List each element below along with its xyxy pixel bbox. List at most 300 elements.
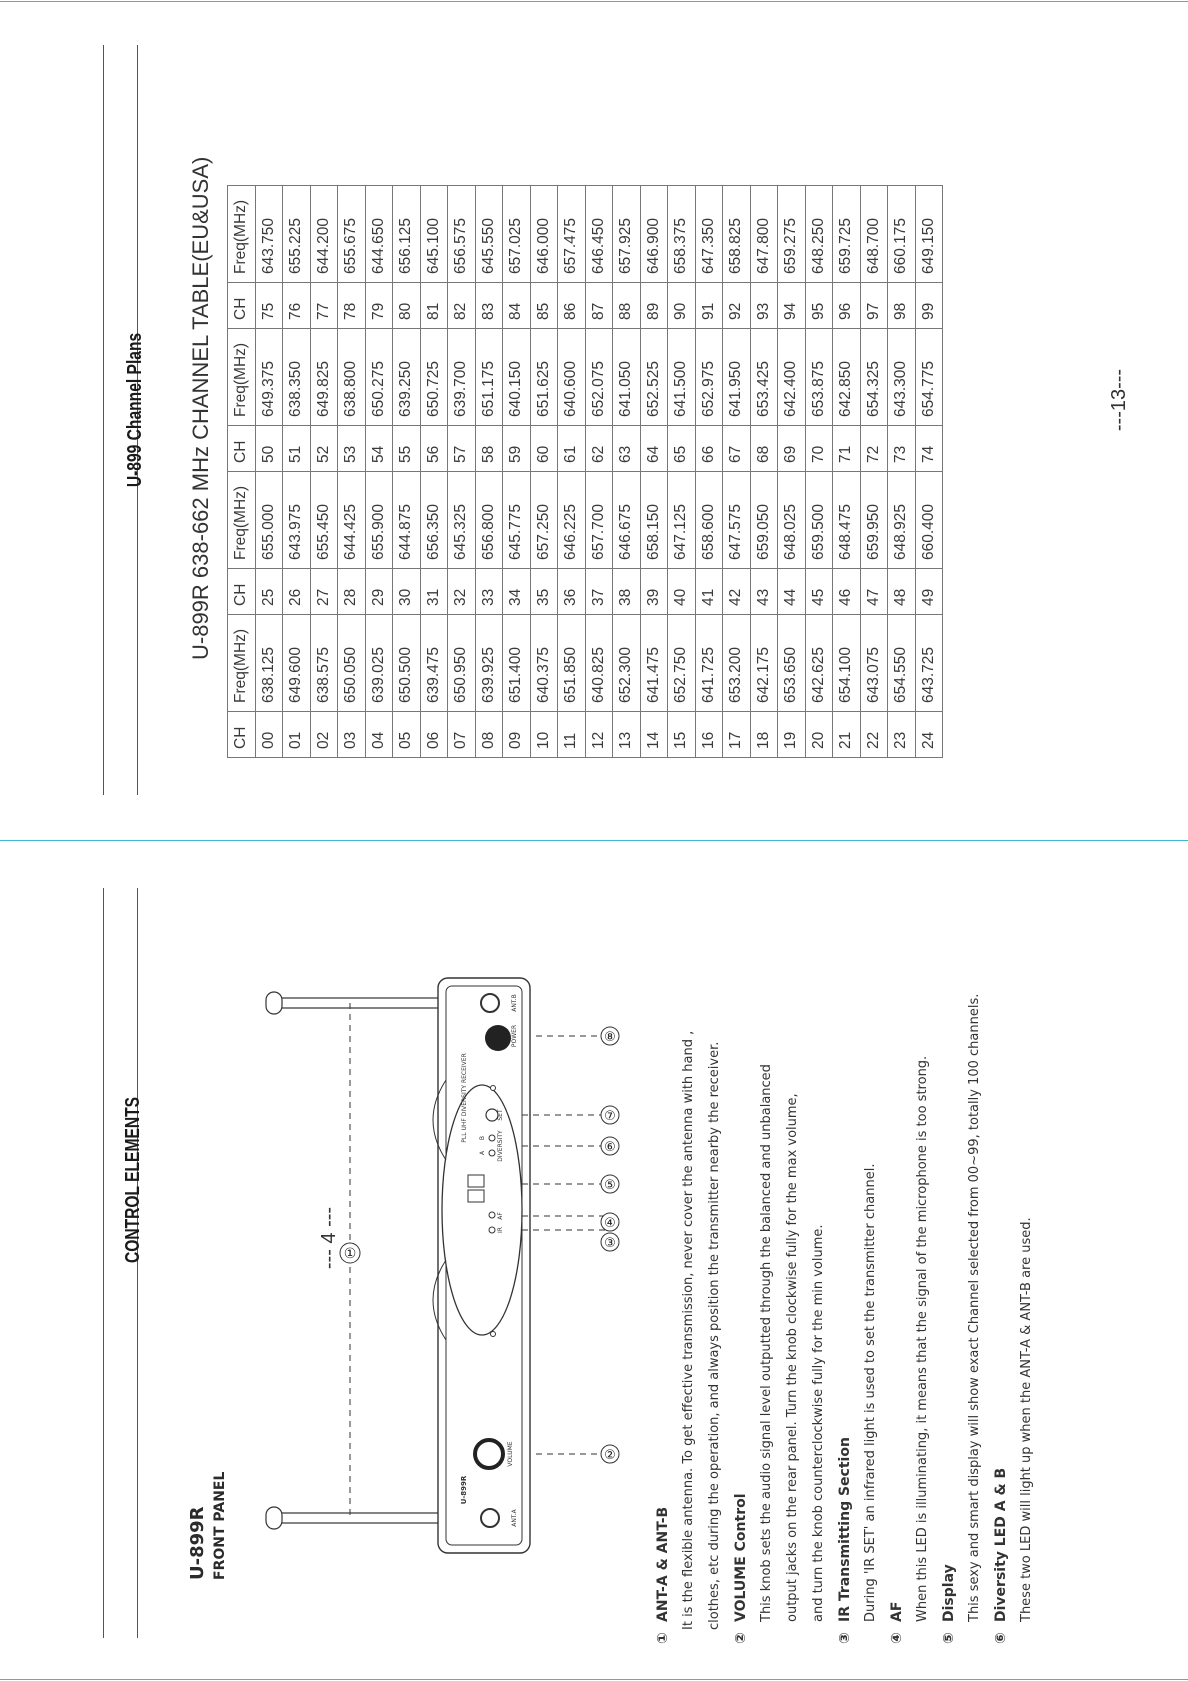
channel-cell: 31 [420, 569, 448, 615]
frequency-cell: 641.950 [723, 329, 751, 426]
channel-cell: 23 [888, 712, 916, 758]
frequency-cell: 657.700 [585, 472, 613, 569]
channel-cell: 95 [805, 283, 833, 329]
table-row [283, 186, 311, 758]
frequency-cell: 654.775 [915, 329, 943, 426]
item-title: Diversity LED A & B [993, 1467, 1009, 1622]
item-number: ⑥ [993, 1632, 1009, 1644]
table-row [365, 186, 393, 758]
channel-cell: 55 [393, 426, 421, 472]
panel-ant-b-label: ANT.B [511, 994, 518, 1012]
channel-cell: 96 [833, 283, 861, 329]
control-item [832, 864, 884, 1644]
frequency-cell: 660.175 [888, 186, 916, 283]
table-row [585, 186, 613, 758]
item-number: ① [655, 1632, 671, 1644]
frequency-cell: 655.225 [283, 186, 311, 283]
channel-cell: 83 [475, 283, 503, 329]
control-elements-title: CONTROL ELEMENTS [122, 1096, 144, 1264]
cut-line-middle [0, 840, 1188, 841]
control-item [728, 864, 832, 1644]
front-panel-illustration [260, 970, 640, 1560]
item-description-line: This sexy and smart display will show exact Channel selected from 00~99, totally 100 channels. [967, 993, 982, 1622]
frequency-cell: 644.200 [310, 186, 338, 283]
frequency-cell: 659.950 [860, 472, 888, 569]
description-list [650, 864, 1040, 1644]
frequency-cell: 650.950 [448, 615, 476, 712]
frequency-cell: 639.925 [475, 615, 503, 712]
channel-table-header [228, 186, 256, 758]
frequency-cell: 659.500 [805, 472, 833, 569]
channel-cell: 17 [723, 712, 751, 758]
channel-cell: 69 [778, 426, 806, 472]
channel-table [227, 185, 943, 758]
control-elements-title-box [118, 1050, 148, 1310]
table-row [448, 186, 476, 758]
channel-cell: 38 [613, 569, 641, 615]
channel-plans-title-box [120, 250, 150, 570]
channel-cell: 36 [558, 569, 586, 615]
frequency-cell: 649.825 [310, 329, 338, 426]
channel-cell: 57 [448, 426, 476, 472]
table-row [310, 186, 338, 758]
frequency-cell: 639.025 [365, 615, 393, 712]
frequency-cell: 650.725 [420, 329, 448, 426]
channel-cell: 02 [310, 712, 338, 758]
table-row [778, 186, 806, 758]
channel-cell: 12 [585, 712, 613, 758]
frequency-cell: 646.675 [613, 472, 641, 569]
channel-cell: 98 [888, 283, 916, 329]
panel-brand-model: U-899R [460, 1475, 468, 1505]
channel-cell: 86 [558, 283, 586, 329]
panel-set-label: SET [497, 1109, 504, 1121]
channel-cell: 97 [860, 283, 888, 329]
channel-cell: 99 [915, 283, 943, 329]
table-header-cell: Freq(MHz) [228, 329, 256, 426]
channel-cell: 42 [723, 569, 751, 615]
table-row [805, 186, 833, 758]
frequency-cell: 653.650 [778, 615, 806, 712]
table-row [888, 186, 916, 758]
frequency-cell: 656.575 [448, 186, 476, 283]
frequency-cell: 643.750 [255, 186, 283, 283]
channel-cell: 06 [420, 712, 448, 758]
channel-cell: 13 [613, 712, 641, 758]
item-description-line: These two LED will light up when the ANT-A & ANT-B are used. [1019, 1217, 1034, 1622]
frequency-cell: 638.125 [255, 615, 283, 712]
callout-4-label: ④ [604, 1216, 616, 1231]
frequency-cell: 646.900 [640, 186, 668, 283]
item-description-line: output jacks on the rear panel. Turn the knob clockwise fully for the max volume, [785, 1093, 800, 1622]
page-number-13: ---13--- [1108, 368, 1130, 432]
table-header-cell: Freq(MHz) [228, 615, 256, 712]
frequency-cell: 638.350 [283, 329, 311, 426]
control-item [988, 864, 1040, 1644]
table-row [915, 186, 943, 758]
item-title: VOLUME Control [733, 1493, 749, 1622]
page-number-4-box [318, 1198, 344, 1278]
channel-cell: 77 [310, 283, 338, 329]
frequency-cell: 642.850 [833, 329, 861, 426]
item-description-line: and turn the knob counterclockwise fully for the min volume. [811, 1224, 826, 1622]
channel-cell: 15 [668, 712, 696, 758]
control-descriptions [650, 864, 1034, 1644]
channel-cell: 78 [338, 283, 366, 329]
frequency-cell: 639.475 [420, 615, 448, 712]
frequency-cell: 640.825 [585, 615, 613, 712]
channel-cell: 80 [393, 283, 421, 329]
channel-cell: 01 [283, 712, 311, 758]
bottom-page-rule-left [103, 888, 104, 1638]
channel-cell: 65 [668, 426, 696, 472]
frequency-cell: 645.100 [420, 186, 448, 283]
channel-cell: 44 [778, 569, 806, 615]
item-number: ⑤ [941, 1632, 957, 1644]
control-item [936, 864, 988, 1644]
channel-cell: 50 [255, 426, 283, 472]
channel-cell: 10 [530, 712, 558, 758]
channel-cell: 45 [805, 569, 833, 615]
channel-cell: 24 [915, 712, 943, 758]
frequency-cell: 644.650 [365, 186, 393, 283]
control-item [884, 864, 936, 1644]
channel-cell: 47 [860, 569, 888, 615]
channel-cell: 64 [640, 426, 668, 472]
frequency-cell: 648.475 [833, 472, 861, 569]
frequency-cell: 649.375 [255, 329, 283, 426]
frequency-cell: 638.575 [310, 615, 338, 712]
channel-cell: 21 [833, 712, 861, 758]
channel-cell: 37 [585, 569, 613, 615]
frequency-cell: 648.025 [778, 472, 806, 569]
panel-diversity-label: DIVERSITY [497, 1130, 504, 1162]
frequency-cell: 654.550 [888, 615, 916, 712]
channel-cell: 53 [338, 426, 366, 472]
channel-cell: 40 [668, 569, 696, 615]
table-header-cell: CH [228, 426, 256, 472]
frequency-cell: 655.900 [365, 472, 393, 569]
panel-volume-label: VOLUME [507, 1441, 514, 1467]
table-row [393, 186, 421, 758]
frequency-cell: 642.400 [778, 329, 806, 426]
frequency-cell: 652.300 [613, 615, 641, 712]
frequency-cell: 641.475 [640, 615, 668, 712]
item-title: Display [941, 1564, 957, 1622]
frequency-cell: 648.925 [888, 472, 916, 569]
channel-cell: 20 [805, 712, 833, 758]
channel-cell: 48 [888, 569, 916, 615]
item-description-line: During 'IR SET' an infrared light is used to set the transmitter channel. [863, 1163, 878, 1622]
channel-table-wrapper [227, 185, 943, 758]
callout-8-label: ⑧ [604, 1030, 616, 1045]
frequency-cell: 655.675 [338, 186, 366, 283]
frequency-cell: 657.475 [558, 186, 586, 283]
table-row [750, 186, 778, 758]
channel-cell: 34 [503, 569, 531, 615]
channel-cell: 87 [585, 283, 613, 329]
frequency-cell: 644.425 [338, 472, 366, 569]
panel-led-a-label: A [479, 1150, 486, 1156]
callout-2-label: ② [604, 1448, 616, 1463]
cut-line-bottom [0, 1679, 1188, 1680]
frequency-cell: 641.725 [695, 615, 723, 712]
table-row [723, 186, 751, 758]
channel-cell: 16 [695, 712, 723, 758]
frequency-cell: 642.625 [805, 615, 833, 712]
channel-cell: 00 [255, 712, 283, 758]
channel-cell: 33 [475, 569, 503, 615]
model-heading-box [186, 1380, 246, 1580]
channel-cell: 67 [723, 426, 751, 472]
panel-ant-a-label: ANT.A [511, 1509, 518, 1527]
item-number: ④ [889, 1632, 905, 1644]
frequency-cell: 658.600 [695, 472, 723, 569]
channel-cell: 71 [833, 426, 861, 472]
channel-cell: 08 [475, 712, 503, 758]
item-title: IR Transmitting Section [837, 1437, 853, 1622]
channel-cell: 25 [255, 569, 283, 615]
channel-cell: 79 [365, 283, 393, 329]
channel-cell: 03 [338, 712, 366, 758]
frequency-cell: 640.150 [503, 329, 531, 426]
table-header-cell: Freq(MHz) [228, 186, 256, 283]
frequency-cell: 643.975 [283, 472, 311, 569]
channel-cell: 76 [283, 283, 311, 329]
table-row [668, 186, 696, 758]
channel-cell: 35 [530, 569, 558, 615]
frequency-cell: 641.500 [668, 329, 696, 426]
frequency-cell: 653.200 [723, 615, 751, 712]
channel-cell: 60 [530, 426, 558, 472]
channel-cell: 46 [833, 569, 861, 615]
channel-cell: 51 [283, 426, 311, 472]
frequency-cell: 656.800 [475, 472, 503, 569]
frequency-cell: 654.100 [833, 615, 861, 712]
table-row [420, 186, 448, 758]
frequency-cell: 659.725 [833, 186, 861, 283]
page-number-4: --- 4 --- [318, 1206, 340, 1270]
table-row [530, 186, 558, 758]
cut-line-top [0, 1, 1188, 2]
channel-cell: 74 [915, 426, 943, 472]
frequency-cell: 652.075 [585, 329, 613, 426]
table-header-cell: CH [228, 712, 256, 758]
item-description-line: This knob sets the audio signal level outputted through the balanced and unbalanced [759, 1064, 774, 1622]
control-item [650, 864, 728, 1644]
channel-cell: 07 [448, 712, 476, 758]
frequency-cell: 652.750 [668, 615, 696, 712]
frequency-cell: 649.150 [915, 186, 943, 283]
frequency-cell: 650.050 [338, 615, 366, 712]
frequency-cell: 647.125 [668, 472, 696, 569]
frequency-cell: 655.000 [255, 472, 283, 569]
channel-cell: 63 [613, 426, 641, 472]
frequency-cell: 646.225 [558, 472, 586, 569]
table-header-cell: Freq(MHz) [228, 472, 256, 569]
channel-cell: 11 [558, 712, 586, 758]
channel-cell: 93 [750, 283, 778, 329]
frequency-cell: 654.325 [860, 329, 888, 426]
channel-cell: 30 [393, 569, 421, 615]
item-number: ③ [837, 1632, 853, 1644]
frequency-cell: 651.625 [530, 329, 558, 426]
frequency-cell: 659.275 [778, 186, 806, 283]
callout-1-label: ① [343, 1246, 357, 1262]
channel-cell: 72 [860, 426, 888, 472]
channel-cell: 88 [613, 283, 641, 329]
channel-cell: 90 [668, 283, 696, 329]
channel-cell: 66 [695, 426, 723, 472]
frequency-cell: 656.125 [393, 186, 421, 283]
table-row [640, 186, 668, 758]
model-name: U-899R [187, 1506, 208, 1580]
frequency-cell: 647.350 [695, 186, 723, 283]
frequency-cell: 658.150 [640, 472, 668, 569]
frequency-cell: 651.400 [503, 615, 531, 712]
frequency-cell: 650.500 [393, 615, 421, 712]
channel-cell: 94 [778, 283, 806, 329]
frequency-cell: 640.375 [530, 615, 558, 712]
channel-cell: 54 [365, 426, 393, 472]
channel-cell: 92 [723, 283, 751, 329]
frequency-cell: 656.350 [420, 472, 448, 569]
frequency-cell: 655.450 [310, 472, 338, 569]
callout-6-label: ⑥ [604, 1140, 616, 1155]
channel-cell: 59 [503, 426, 531, 472]
channel-cell: 91 [695, 283, 723, 329]
channel-cell: 70 [805, 426, 833, 472]
frequency-cell: 640.600 [558, 329, 586, 426]
channel-cell: 39 [640, 569, 668, 615]
channel-cell: 28 [338, 569, 366, 615]
frequency-cell: 641.050 [613, 329, 641, 426]
channel-cell: 27 [310, 569, 338, 615]
channel-cell: 85 [530, 283, 558, 329]
item-title: ANT-A & ANT-B [655, 1506, 671, 1622]
frequency-cell: 653.425 [750, 329, 778, 426]
channel-cell: 04 [365, 712, 393, 758]
frequency-cell: 657.250 [530, 472, 558, 569]
channel-cell: 82 [448, 283, 476, 329]
panel-power-label: POWER [511, 1024, 518, 1048]
frequency-cell: 639.250 [393, 329, 421, 426]
panel-af-label: AF [497, 1212, 504, 1220]
channel-cell: 05 [393, 712, 421, 758]
channel-cell: 43 [750, 569, 778, 615]
channel-cell: 84 [503, 283, 531, 329]
channel-cell: 75 [255, 283, 283, 329]
frequency-cell: 658.825 [723, 186, 751, 283]
frequency-cell: 645.325 [448, 472, 476, 569]
table-row [695, 186, 723, 758]
page-number-13-box [1108, 360, 1134, 440]
channel-cell: 73 [888, 426, 916, 472]
channel-cell: 09 [503, 712, 531, 758]
frequency-cell: 639.700 [448, 329, 476, 426]
table-row [613, 186, 641, 758]
frequency-cell: 643.300 [888, 329, 916, 426]
frequency-cell: 657.925 [613, 186, 641, 283]
channel-cell: 22 [860, 712, 888, 758]
frequency-cell: 657.025 [503, 186, 531, 283]
frequency-cell: 646.450 [585, 186, 613, 283]
table-row [255, 186, 283, 758]
table-header-cell: CH [228, 569, 256, 615]
panel-led-b-label: B [479, 1135, 486, 1141]
panel-header-text: PLL UHF DIVERSITY RECEIVER [461, 1053, 468, 1143]
channel-cell: 61 [558, 426, 586, 472]
frequency-cell: 643.075 [860, 615, 888, 712]
frequency-cell: 643.725 [915, 615, 943, 712]
frequency-cell: 651.175 [475, 329, 503, 426]
channel-cell: 41 [695, 569, 723, 615]
frequency-cell: 651.850 [558, 615, 586, 712]
frequency-cell: 649.600 [283, 615, 311, 712]
frequency-cell: 650.275 [365, 329, 393, 426]
table-row [558, 186, 586, 758]
channel-cell: 14 [640, 712, 668, 758]
frequency-cell: 642.175 [750, 615, 778, 712]
callout-5-label: ⑤ [604, 1178, 616, 1193]
callout-7-label: ⑦ [604, 1109, 616, 1124]
frequency-cell: 652.975 [695, 329, 723, 426]
frequency-cell: 652.525 [640, 329, 668, 426]
panel-ir-label: IR [497, 1227, 504, 1233]
item-description-line: clothes, etc during the operation, and always position the transmitter nearby the receiver. [707, 1041, 722, 1630]
table-row [475, 186, 503, 758]
frequency-cell: 660.400 [915, 472, 943, 569]
channel-cell: 52 [310, 426, 338, 472]
table-row [833, 186, 861, 758]
channel-cell: 32 [448, 569, 476, 615]
channel-cell: 56 [420, 426, 448, 472]
channel-cell: 29 [365, 569, 393, 615]
channel-table-caption: U-899R 638-662 MHz CHANNEL TABLE(EU&USA) [188, 156, 213, 660]
channel-plans-title: U-899 Channel Plans [124, 332, 146, 488]
item-description-line: It is the flexible antenna. To get effective transmission, never cover the antenna with hand , [681, 1030, 696, 1630]
channel-cell: 89 [640, 283, 668, 329]
front-panel-label: FRONT PANEL [212, 1471, 228, 1580]
table-header-cell: CH [228, 283, 256, 329]
channel-cell: 18 [750, 712, 778, 758]
channel-cell: 68 [750, 426, 778, 472]
channel-cell: 26 [283, 569, 311, 615]
channel-table-caption-box [186, 140, 216, 660]
frequency-cell: 646.000 [530, 186, 558, 283]
frequency-cell: 647.575 [723, 472, 751, 569]
frequency-cell: 647.800 [750, 186, 778, 283]
frequency-cell: 648.700 [860, 186, 888, 283]
table-row [860, 186, 888, 758]
frequency-cell: 648.250 [805, 186, 833, 283]
frequency-cell: 653.875 [805, 329, 833, 426]
frequency-cell: 658.375 [668, 186, 696, 283]
channel-cell: 49 [915, 569, 943, 615]
item-description-line: When this LED is illuminating, it means that the signal of the microphone is too strong. [915, 1055, 930, 1622]
channel-cell: 81 [420, 283, 448, 329]
item-title: AF [889, 1601, 905, 1622]
channel-cell: 58 [475, 426, 503, 472]
frequency-cell: 645.775 [503, 472, 531, 569]
channel-cell: 62 [585, 426, 613, 472]
top-page-rule-left [103, 45, 104, 795]
frequency-cell: 645.550 [475, 186, 503, 283]
item-number: ② [733, 1632, 749, 1644]
frequency-cell: 644.875 [393, 472, 421, 569]
channel-cell: 19 [778, 712, 806, 758]
callout-3-label: ③ [604, 1236, 616, 1251]
